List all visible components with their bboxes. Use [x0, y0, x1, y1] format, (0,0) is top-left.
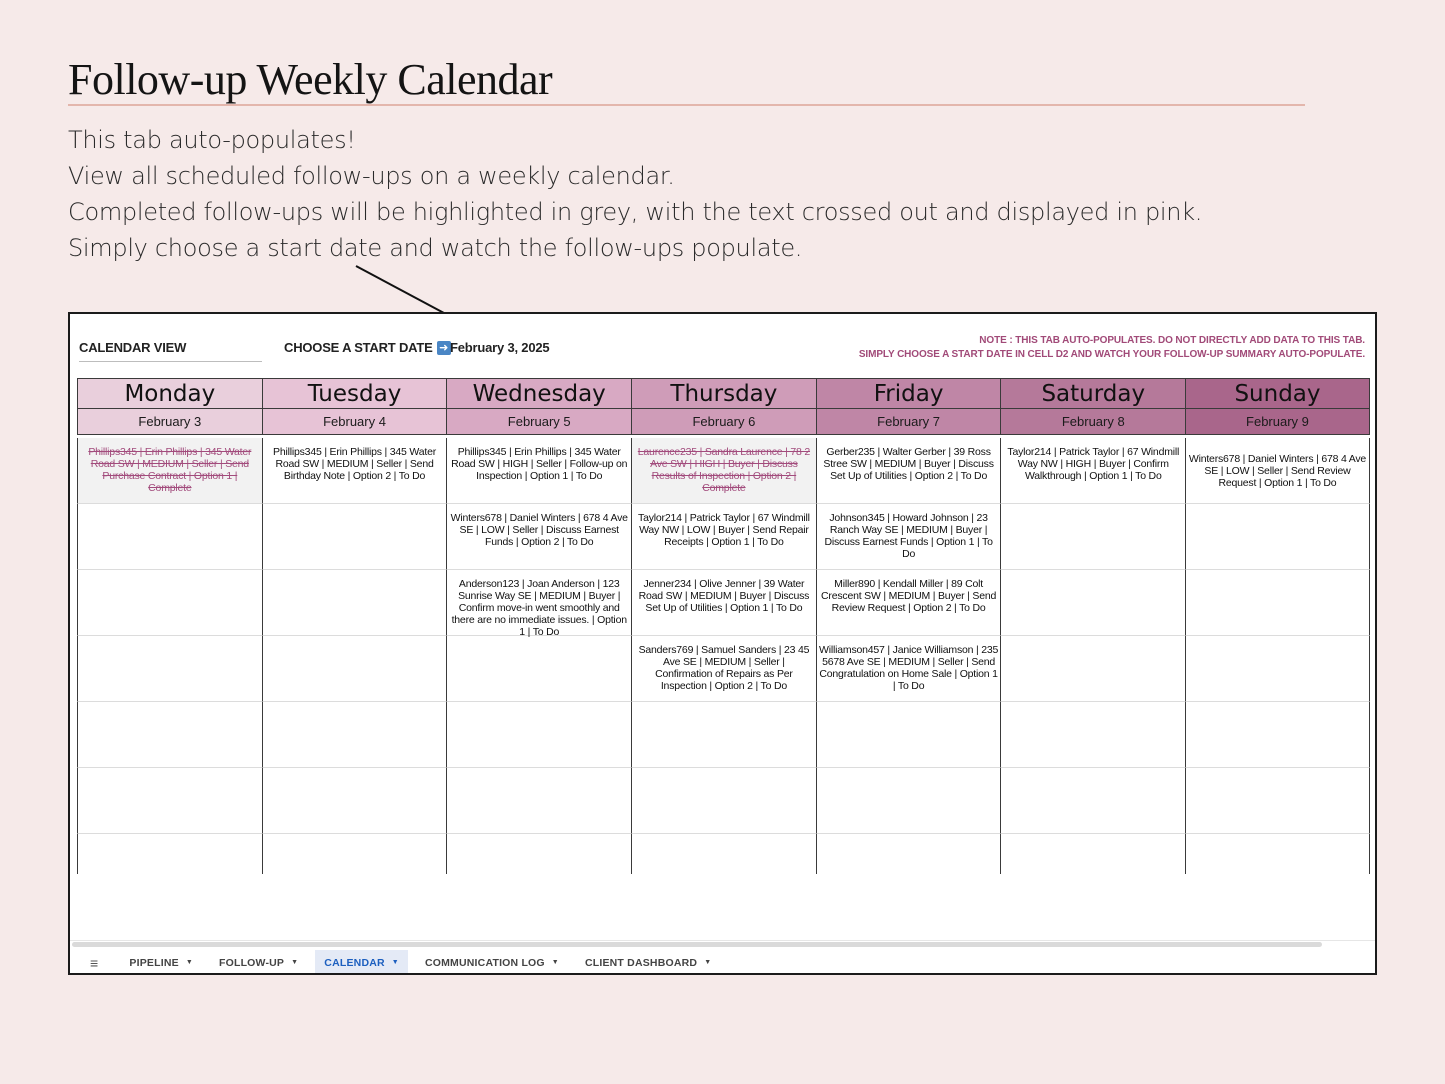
tab-client-dashboard[interactable]: [576, 950, 720, 975]
intro-text: [68, 122, 1202, 266]
day-header-wednesday: [446, 378, 631, 435]
empty-cell[interactable]: [816, 702, 1001, 768]
calendar-row: [77, 438, 1370, 504]
note-line: SIMPLY CHOOSE A START DATE IN CELL D2 AND WATCH YOUR FOLLOW-UP SUMMARY AUTO-POPULATE.: [858, 349, 1365, 360]
start-date-label-text: CHOOSE A START DATE: [284, 340, 433, 355]
start-date-label: [284, 340, 451, 355]
day-date: February 9: [1246, 414, 1309, 429]
calendar-view-label: CALENDAR VIEW: [79, 340, 262, 362]
intro-line: View all scheduled follow-ups on a weekly calendar.: [68, 162, 675, 190]
empty-cell[interactable]: [1185, 570, 1370, 636]
empty-cell[interactable]: [77, 834, 262, 874]
calendar-row: [77, 504, 1370, 570]
follow-up-entry[interactable]: Miller890 | Kendall Miller | 89 Colt Crescent SW | MEDIUM | Buyer | Send Review Request | Option 2 | To Do: [816, 570, 1001, 636]
caret-down-icon[interactable]: ▼: [704, 959, 712, 966]
weekly-calendar-grid: [77, 378, 1370, 874]
caret-down-icon[interactable]: ▼: [291, 959, 299, 966]
intro-line: Simply choose a start date and watch the follow-ups populate.: [68, 234, 803, 262]
empty-cell[interactable]: [816, 768, 1001, 834]
caret-down-icon[interactable]: ▼: [391, 959, 399, 966]
page-title: Follow-up Weekly Calendar: [68, 55, 553, 104]
follow-up-entry[interactable]: Jenner234 | Olive Jenner | 39 Water Road SW | MEDIUM | Buyer | Discuss Set Up of Utilities | Option 1 | To Do: [631, 570, 816, 636]
hamburger-menu-icon[interactable]: ≡: [90, 954, 99, 971]
follow-up-entry[interactable]: Taylor214 | Patrick Taylor | 67 Windmill Way NW | LOW | Buyer | Send Repair Receipts | Option 1 | To Do: [631, 504, 816, 570]
tab-calendar[interactable]: [315, 950, 408, 975]
empty-cell[interactable]: [262, 768, 447, 834]
tab-label: COMMUNICATION LOG: [424, 956, 545, 969]
empty-cell[interactable]: [631, 768, 816, 834]
calendar-row: [77, 834, 1370, 874]
follow-up-entry[interactable]: Johnson345 | Howard Johnson | 23 Ranch Way SE | MEDIUM | Buyer | Discuss Earnest Funds | Option 1 | To Do: [816, 504, 1001, 570]
scrollbar-thumb[interactable]: [72, 942, 1322, 947]
follow-up-entry[interactable]: Sanders769 | Samuel Sanders | 23 45 Ave SE | MEDIUM | Seller | Confirmation of Repairs as Per Inspection | Option 2 | To Do: [631, 636, 816, 702]
sheet-tab-bar: [70, 950, 1377, 975]
tab-label: FOLLOW-UP: [218, 956, 285, 969]
tab-pipeline[interactable]: [120, 950, 202, 975]
empty-cell[interactable]: [77, 570, 262, 636]
day-name: Tuesday: [263, 379, 447, 409]
day-date: February 5: [507, 414, 571, 429]
calendar-row: [77, 570, 1370, 636]
day-header-monday: [77, 378, 262, 435]
empty-cell[interactable]: [1185, 702, 1370, 768]
empty-cell[interactable]: [631, 702, 816, 768]
follow-up-entry[interactable]: Williamson457 | Janice Williamson | 235 5678 Ave SE | MEDIUM | Seller | Send Congratulation on Home Sale | Option 1 | To Do: [816, 636, 1001, 702]
empty-cell[interactable]: [1185, 768, 1370, 834]
empty-cell[interactable]: [262, 702, 447, 768]
empty-cell[interactable]: [77, 504, 262, 570]
day-name: Monday: [78, 379, 262, 409]
calendar-body: [77, 438, 1370, 874]
calendar-row: [77, 768, 1370, 834]
title-divider: [68, 104, 1305, 106]
start-date-cell[interactable]: February 3, 2025: [450, 340, 550, 355]
tab-follow-up[interactable]: [210, 950, 307, 975]
day-date: February 4: [323, 414, 386, 429]
day-header-saturday: [1000, 378, 1185, 435]
empty-cell[interactable]: [446, 768, 631, 834]
follow-up-entry[interactable]: Winters678 | Daniel Winters | 678 4 Ave SE | LOW | Seller | Send Review Request | Option 1 | To Do: [1185, 438, 1370, 504]
empty-cell[interactable]: [1000, 768, 1185, 834]
caret-down-icon[interactable]: ▼: [551, 959, 559, 966]
empty-cell[interactable]: [446, 702, 631, 768]
intro-line: Completed follow-ups will be highlighted in grey, with the text crossed out and displayed in pink.: [68, 198, 1203, 226]
follow-up-entry[interactable]: Anderson123 | Joan Anderson | 123 Sunrise Way SE | MEDIUM | Buyer | Confirm move-in went smoothly and there are no immediate issues. | Option 1 | To Do: [446, 570, 631, 636]
empty-cell[interactable]: [262, 834, 447, 874]
day-name: Saturday: [1001, 379, 1185, 409]
empty-cell[interactable]: [631, 834, 816, 874]
day-name: Sunday: [1186, 379, 1369, 409]
day-header-tuesday: [262, 378, 447, 435]
empty-cell[interactable]: [1000, 504, 1185, 570]
follow-up-entry[interactable]: Taylor214 | Patrick Taylor | 67 Windmill Way NW | HIGH | Buyer | Confirm Walkthrough | Option 1 | To Do: [1000, 438, 1185, 504]
empty-cell[interactable]: [1000, 636, 1185, 702]
note-line: NOTE : THIS TAB AUTO-POPULATES. DO NOT DIRECTLY ADD DATA TO THIS TAB.: [979, 335, 1365, 346]
day-date: February 8: [1061, 414, 1125, 429]
empty-cell[interactable]: [446, 834, 631, 874]
empty-cell[interactable]: [77, 768, 262, 834]
empty-cell[interactable]: [1185, 834, 1370, 874]
empty-cell[interactable]: [1000, 702, 1185, 768]
tab-label: CLIENT DASHBOARD: [584, 956, 698, 969]
follow-up-entry[interactable]: Phillips345 | Erin Phillips | 345 Water Road SW | MEDIUM | Seller | Send Birthday Note | Option 2 | To Do: [262, 438, 447, 504]
arrow-right-icon: ➜: [437, 341, 451, 355]
empty-cell[interactable]: [262, 636, 447, 702]
empty-cell[interactable]: [816, 834, 1001, 874]
empty-cell[interactable]: [1000, 570, 1185, 636]
day-date: February 6: [692, 414, 756, 429]
day-name: Friday: [817, 379, 1001, 409]
follow-up-entry[interactable]: Phillips345 | Erin Phillips | 345 Water Road SW | MEDIUM | Seller | Send Purchase Contract | Option 1 | Complete: [77, 438, 262, 504]
empty-cell[interactable]: [77, 702, 262, 768]
follow-up-entry[interactable]: Laurence235 | Sandra Laurence | 78 2 Ave SW | HIGH | Buyer | Discuss Results of Inspection | Option 2 | Complete: [631, 438, 816, 504]
day-date: February 7: [877, 414, 941, 429]
intro-line: This tab auto-populates!: [68, 126, 356, 154]
day-header-thursday: [631, 378, 816, 435]
spreadsheet-window: [68, 312, 1377, 975]
empty-cell[interactable]: [446, 636, 631, 702]
day-name: Thursday: [632, 379, 816, 409]
follow-up-entry[interactable]: Phillips345 | Erin Phillips | 345 Water Road SW | HIGH | Seller | Follow-up on Inspection | Option 1 | To Do: [446, 438, 631, 504]
day-name: Wednesday: [447, 379, 631, 409]
follow-up-entry[interactable]: Winters678 | Daniel Winters | 678 4 Ave SE | LOW | Seller | Discuss Earnest Funds | Option 2 | To Do: [446, 504, 631, 570]
empty-cell[interactable]: [1185, 636, 1370, 702]
tab-communication-log[interactable]: [416, 950, 568, 975]
calendar-row: [77, 636, 1370, 702]
follow-up-entry[interactable]: Gerber235 | Walter Gerber | 39 Ross Stree SW | MEDIUM | Buyer | Discuss Set Up of Utilities | Option 2 | To Do: [816, 438, 1001, 504]
tab-label: CALENDAR: [324, 956, 385, 969]
calendar-row: [77, 702, 1370, 768]
day-header-sunday: [1185, 378, 1370, 435]
empty-cell[interactable]: [262, 570, 447, 636]
day-header-friday: [816, 378, 1001, 435]
day-date: February 3: [138, 414, 202, 429]
horizontal-scrollbar[interactable]: [70, 940, 1377, 948]
empty-cell[interactable]: [77, 636, 262, 702]
caret-down-icon[interactable]: ▼: [185, 959, 193, 966]
empty-cell[interactable]: [1000, 834, 1185, 874]
empty-cell[interactable]: [1185, 504, 1370, 570]
auto-populate-note: [859, 334, 1365, 362]
tab-label: PIPELINE: [129, 956, 179, 969]
day-header-row: [77, 378, 1370, 435]
empty-cell[interactable]: [262, 504, 447, 570]
